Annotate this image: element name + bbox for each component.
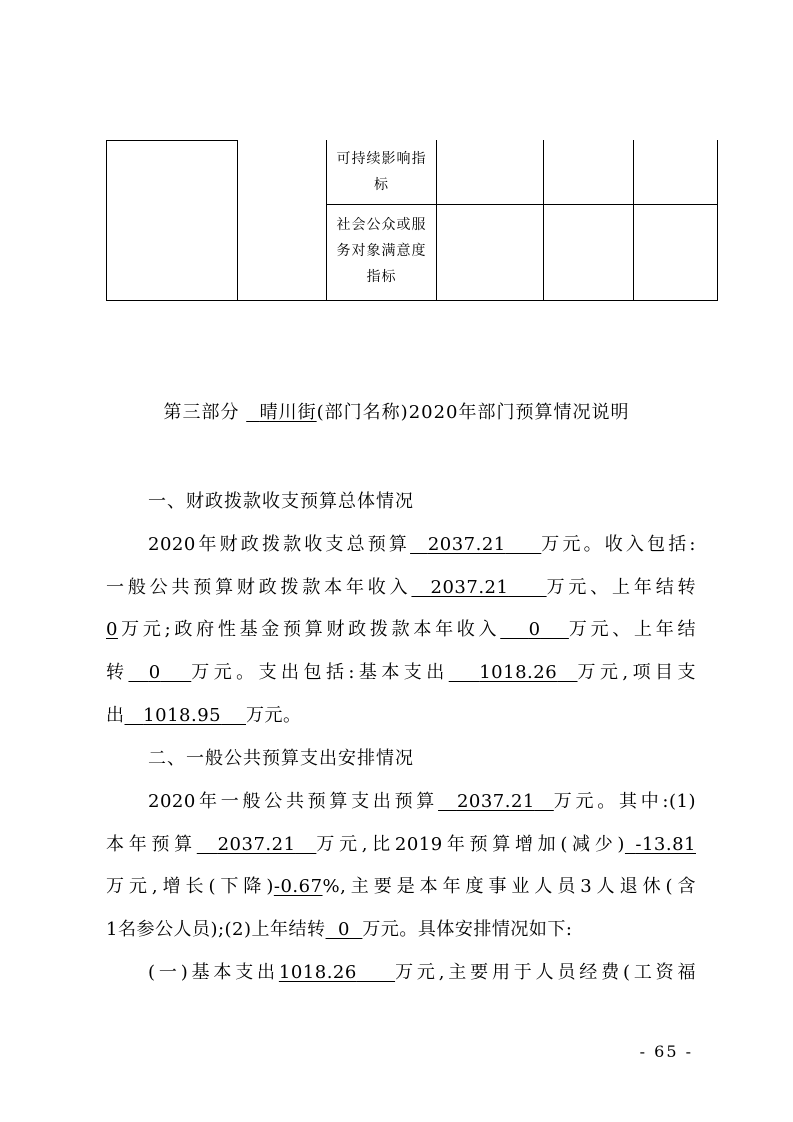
s2-line-5 <box>148 958 696 984</box>
table-col-divider-3 <box>436 140 437 301</box>
table-row-divider <box>326 204 718 205</box>
value-text: -13.81 <box>635 834 696 855</box>
value-text: 2037.21 <box>427 534 506 555</box>
cell-line: 标 <box>374 177 389 193</box>
value-text: 2037.21 <box>217 834 296 855</box>
general-income-value <box>411 577 546 598</box>
value-text: 1018.26 <box>479 662 558 683</box>
table-col-divider-4 <box>543 140 544 301</box>
table-border-left <box>106 140 107 301</box>
text: 2020年一般公共预算支出预算 <box>148 791 439 812</box>
part-three-heading <box>0 398 793 424</box>
value-text: 2037.21 <box>456 791 535 812</box>
value-text: 0 <box>338 919 350 940</box>
text: 出 <box>106 705 125 726</box>
table-cell-sustainable-impact <box>327 146 436 198</box>
text: 万元。其中:(1) <box>553 791 696 812</box>
text: 万元、上年结 <box>568 619 697 640</box>
text: 万元。收入包括: <box>541 534 696 555</box>
value-text: 0 <box>148 662 161 683</box>
text: 一般公共预算财政拨款本年收入 <box>106 577 412 598</box>
current-budget-value <box>197 834 317 855</box>
heading-dept-name <box>246 402 316 423</box>
s2-line-2 <box>106 830 696 856</box>
value-text: 1018.95 <box>143 705 222 726</box>
text: 万元、上年结转 <box>546 577 697 598</box>
text: (一)基本支出 <box>148 962 279 983</box>
total-budget-value <box>410 534 541 555</box>
value-text: 2037.21 <box>430 577 509 598</box>
heading-suffix: (部门名称)2020年部门预算情况说明 <box>316 402 630 423</box>
cell-line: 可持续影响指 <box>336 151 427 167</box>
budget-performance-table <box>106 140 718 301</box>
general-total-value <box>438 791 554 812</box>
table-border-right <box>717 140 718 301</box>
text: 2020年财政拨款收支总预算 <box>148 534 411 555</box>
text: 万元。具体安排情况如下: <box>362 919 573 940</box>
table-cell-satisfaction <box>327 212 436 290</box>
text: 万元。支出包括:基本支出 <box>191 662 449 683</box>
change-value <box>625 834 696 855</box>
dept-name-text: 晴川街 <box>259 402 317 423</box>
fund-carryover-value <box>128 662 191 683</box>
s2-line-1 <box>148 787 696 813</box>
text: 本年预算 <box>106 834 197 855</box>
s1-line-3 <box>106 615 696 641</box>
prior-carryover-value <box>326 919 363 940</box>
text: 1名参公人员);(2)上年结转 <box>106 919 326 940</box>
fund-income-value <box>500 619 569 640</box>
value-text: 1018.26 <box>278 962 357 983</box>
text: %,主要是本年度事业人员3人退休(含 <box>322 876 696 897</box>
text: 万元。 <box>246 705 302 726</box>
cell-line: 社会公众或服 <box>336 217 427 233</box>
heading-prefix: 第三部分 <box>163 402 240 423</box>
text: 万元,项目支 <box>577 662 696 683</box>
table-border-bottom <box>106 300 718 301</box>
table-col-divider-1 <box>237 140 238 301</box>
basic-expense-value <box>449 662 578 683</box>
page-number: - 65 - <box>639 1042 693 1061</box>
section-1-title: 一、财政拨款收支预算总体情况 <box>148 491 414 512</box>
s1-line-5 <box>106 701 696 727</box>
text: 万元,主要用于人员经费(工资福 <box>395 962 696 983</box>
project-expense-value <box>125 705 247 726</box>
cell-line: 指标 <box>366 269 397 285</box>
table-top-left-edge <box>106 140 238 141</box>
table-col-divider-5 <box>633 140 634 301</box>
s2-line-4 <box>106 915 696 941</box>
cell-line: 务对象满意度 <box>336 243 427 259</box>
value-text: 0 <box>528 619 541 640</box>
text: 万元;政府性基金预算财政拨款本年收入 <box>117 619 501 640</box>
text: 万元,比2019年预算增加(减少) <box>316 834 625 855</box>
s1-line-2 <box>106 573 696 599</box>
general-carryover-value: 0 <box>106 619 118 640</box>
basic-expense-value <box>279 962 395 983</box>
text: 转 <box>106 662 129 683</box>
s1-line-1 <box>148 530 696 556</box>
text: 万元,增长(下降) <box>106 876 274 897</box>
change-percent-value: -0.67 <box>273 876 323 897</box>
s1-line-4 <box>106 658 696 684</box>
section-2-title: 二、一般公共预算支出安排情况 <box>148 748 414 769</box>
s2-line-3 <box>106 872 696 898</box>
